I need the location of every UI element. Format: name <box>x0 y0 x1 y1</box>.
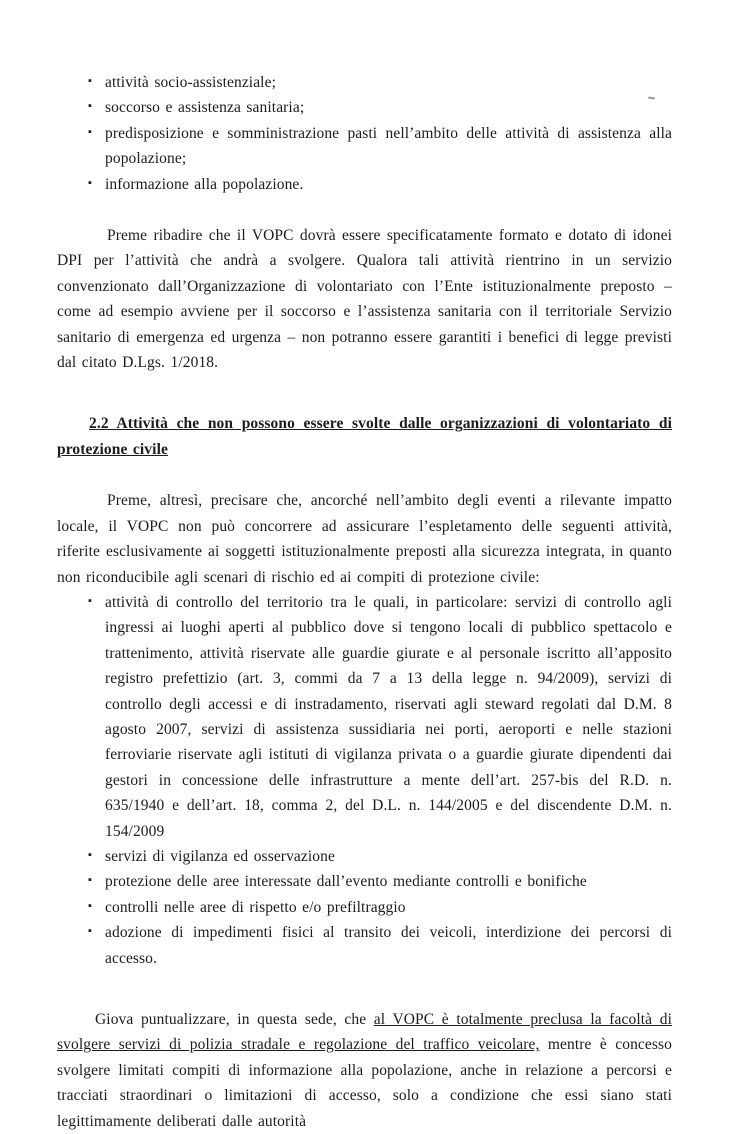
closing-prefix-text: Giova puntualizzare, in questa sede, che <box>95 1011 374 1028</box>
intro-bullet-list <box>57 70 672 197</box>
list-item-text: soccorso e assistenza sanitaria; <box>105 99 305 117</box>
list-item-text: attività di controllo del territorio tra le quali, in particolare: servizi di controllo agli ingressi ai luoghi aperti al pubblico dove si tengono locali di pubblico spettacolo e trattenimento, attività riservate alle guardie giurate e al personale iscritto all’apposito registro prefettizio (art. 3, commi da 7 a 13 della legge n. 94/2009), servizi di controllo degli accessi e di instradamento, riservati agli steward regolati dal D.M. 8 agosto 2007, servizi di assistenza sussidiaria nei porti, aeroporti e nelle stazioni ferroviarie riservate agli istituti di vigilanza privata o a guardie giurate dipendenti dai gestori in concessione delle infrastrutture a mente dell’art. 257-bis del R.D. n. 635/1940 e dell’art. 18, comma 2, del D.L. n. 144/2005 e del discendente D.M. n. 154/2009 <box>105 593 672 840</box>
excluded-activities-list <box>57 590 672 971</box>
list-item <box>57 920 672 971</box>
bullet-square-icon: ▪ <box>88 176 92 189</box>
bullet-square-icon: ▪ <box>88 75 92 87</box>
list-item-text: informazione alla popolazione. <box>105 175 304 193</box>
bullet-square-icon: ▪ <box>88 125 92 138</box>
list-item <box>57 895 672 920</box>
list-item <box>57 95 672 120</box>
list-item <box>57 70 672 95</box>
bullet-square-icon: ▪ <box>88 874 92 887</box>
list-item-text: controlli nelle aree di rispetto e/o prefiltraggio <box>105 898 406 916</box>
paragraph-closing <box>57 1007 672 1134</box>
bullet-square-icon: ▪ <box>88 594 92 607</box>
bullet-square-icon: ▪ <box>88 100 92 113</box>
paragraph-excluded-activities-intro: Preme, altresì, precisare che, ancorché nell’ambito degli eventi a rilevante impatto locale, il VOPC non può concorrere ad assicurare l’espletamento delle seguenti attività, riferite esclusivamente ai soggetti istituzionalmente preposti alla sicurezza integrata, in quanto non riconducibile agli scenari di rischio ed ai compiti di protezione civile: <box>57 492 672 586</box>
list-item <box>57 844 672 869</box>
list-item-text: protezione delle aree interessate dall’evento mediante controlli e bonifiche <box>105 873 587 891</box>
list-item-text: adozione di impedimenti fisici al transito dei veicoli, interdizione dei percorsi di accesso. <box>105 924 672 967</box>
section-heading-2-2: 2.2 Attività che non possono essere svolte dalle organizzazioni di volontariato di protezione civile <box>57 415 672 458</box>
paragraph-vopc-dpi: Preme ribadire che il VOPC dovrà essere specificatamente formato e dotato di idonei DPI per l’attività che andrà a svolgere. Qualora tali attività rientrino in un servizio convenzionato dall’Organizzazione di volontariato con l’Ente istituzionalmente preposto – come ad esempio avviene per il soccorso e l’assistenza sanitaria con il territoriale Servizio sanitario di emergenza ed urgenza – non potranno essere garantiti i benefici di legge previsti dal citato D.Lgs. 1/2018. <box>57 227 672 372</box>
list-item <box>57 121 672 172</box>
document-body <box>57 70 672 1134</box>
closing-underlined-text: al VOPC è totalmente preclusa la facoltà di svolgere servizi di polizia stradale e regolazione del traffico veicolare, <box>57 1011 672 1054</box>
list-item <box>57 590 672 844</box>
bullet-square-icon: ▪ <box>88 925 92 938</box>
bullet-square-icon: ▪ <box>88 848 92 861</box>
list-item-text: attività socio-assistenziale; <box>105 74 276 91</box>
list-item-text: predisposizione e somministrazione pasti nell’ambito delle attività di assistenza alla popolazione; <box>105 124 672 168</box>
list-item <box>57 869 672 894</box>
bullet-square-icon: ▪ <box>88 899 92 912</box>
list-item-text: servizi di vigilanza ed osservazione <box>105 847 335 865</box>
closing-suffix-text: mentre è concesso svolgere limitati compiti di informazione alla popolazione, anche in relazione a percorsi e tracciati straordinari o limitazioni di accesso, solo a condizione che essi siano stati legittimamente deliberati dalle autorità <box>57 1036 672 1130</box>
list-item <box>57 172 672 197</box>
